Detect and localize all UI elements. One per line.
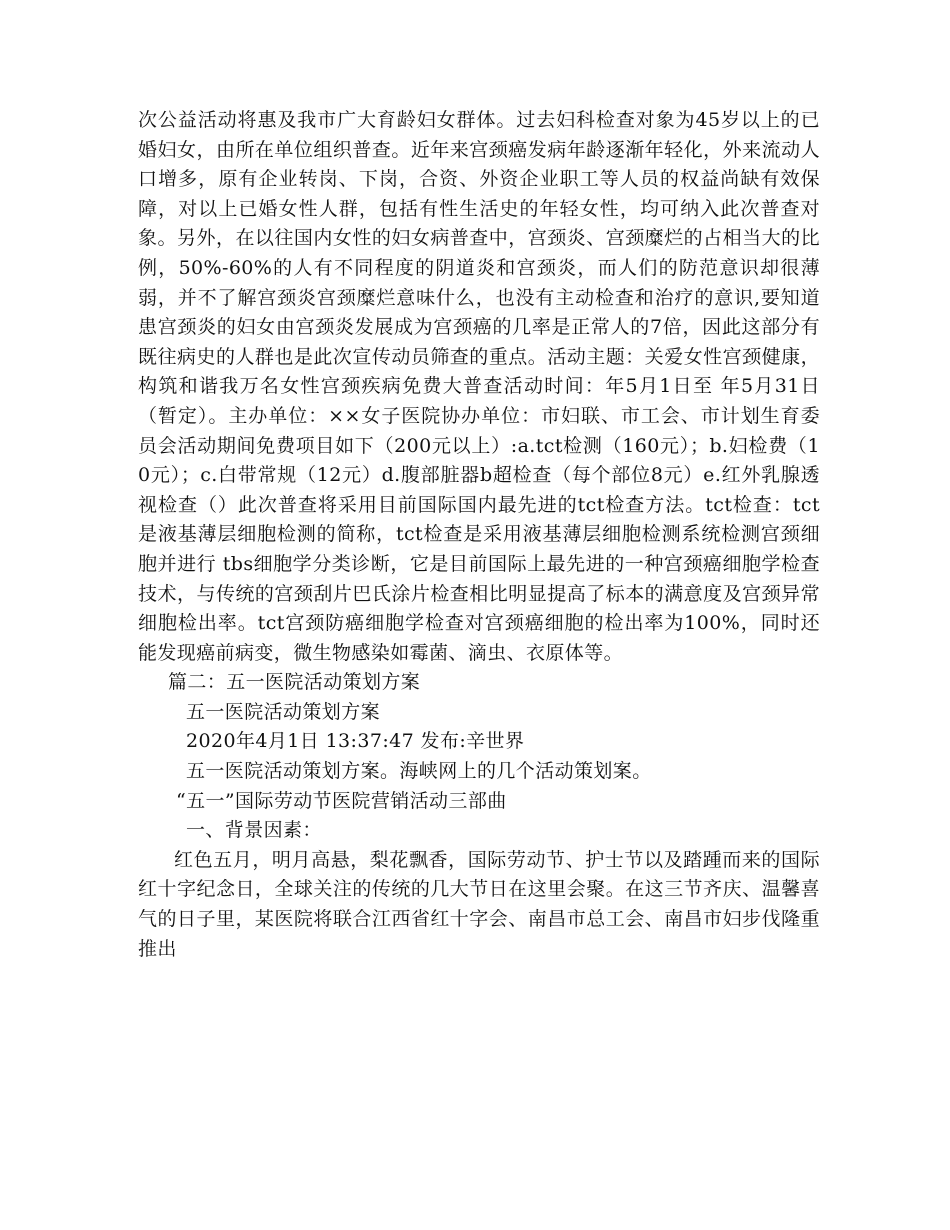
article-title: 五一医院活动策划方案 [186, 700, 381, 723]
body-paragraph-2: 红色五月，明月高悬，梨花飘香，国际劳动节、护士节以及踏踵而来的国际红十字纪念日，全球关注的传统的几大节日在这里会聚。在这三节齐庆、温馨喜气的日子里，某医院将联合江西省红十字会、南昌市总工会、南昌市妇步伐隆重推出 [138, 848, 820, 960]
campaign-title: “五一”国际劳动节医院营销活动三部曲 [176, 789, 507, 812]
section-heading-part2: 篇二：五一医院活动策划方案 [168, 671, 421, 694]
publish-meta: 2020年4月1日 13:37:47 发布:辛世界 [186, 730, 525, 753]
body-paragraph-1: 次公益活动将惠及我市广大育龄妇女群体。过去妇科检查对象为45岁以上的已婚妇女，由所在单位组织普查。近年来宫颈癌发病年龄逐渐年轻化，外来流动人口增多，原有企业转岗、下岗，合资、外资企业职工等人员的权益尚缺有效保障，对以上已婚女性人群，包括有性生活史的年轻女性，均可纳入此次普查对象。另外，在以往国内女性的妇女病普查中，宫颈炎、宫颈糜烂的占相当大的比例，50%-60%的人有不同程度的阴道炎和宫颈炎，而人们的防范意识却很薄弱，并不了解宫颈炎宫颈糜烂意味什么，也没有主动检查和治疗的意识,要知道患宫颈炎的妇女由宫颈炎发展成为宫颈癌的几率是正常人的7倍，因此这部分有既往病史的人群也是此次宣传动员筛查的重点。活动主题：关爱女性宫颈健康，构筑和谐我万名女性宫颈疾病免费大普查活动时间：年5月1日至 年5月31日（暂定）。主办单位：××女子医院协办单位：市妇联、市工会、市计划生育委员会活动期间免费项目如下（200元以上）:a.tct检测（160元）；b.妇检费（10元）；c.白带常规（12元）d.腹部脏器b超检查（每个部位8元）e.红外乳腺透视检查（）此次普查将采用目前国际国内最先进的tct检查方法。tct检查：tct是液基薄层细胞检测的简称，tct检查是采用液基薄层细胞检测系统检测宫颈细胞并进行 tbs细胞学分类诊断，它是目前国际上最先进的一种宫颈癌细胞学检查技术，与传统的宫颈刮片巴氏涂片检查相比明显提高了标本的满意度及宫颈异常细胞检出率。tct宫颈防癌细胞学检查对宫颈癌细胞的检出率为100%，同时还能发现癌前病变，微生物感染如霉菌、滴虫、衣原体等。 [138, 109, 820, 664]
section-1-title: 一、背景因素： [186, 819, 322, 842]
intro-line: 五一医院活动策划方案。海峡网上的几个活动策划案。 [186, 760, 652, 783]
